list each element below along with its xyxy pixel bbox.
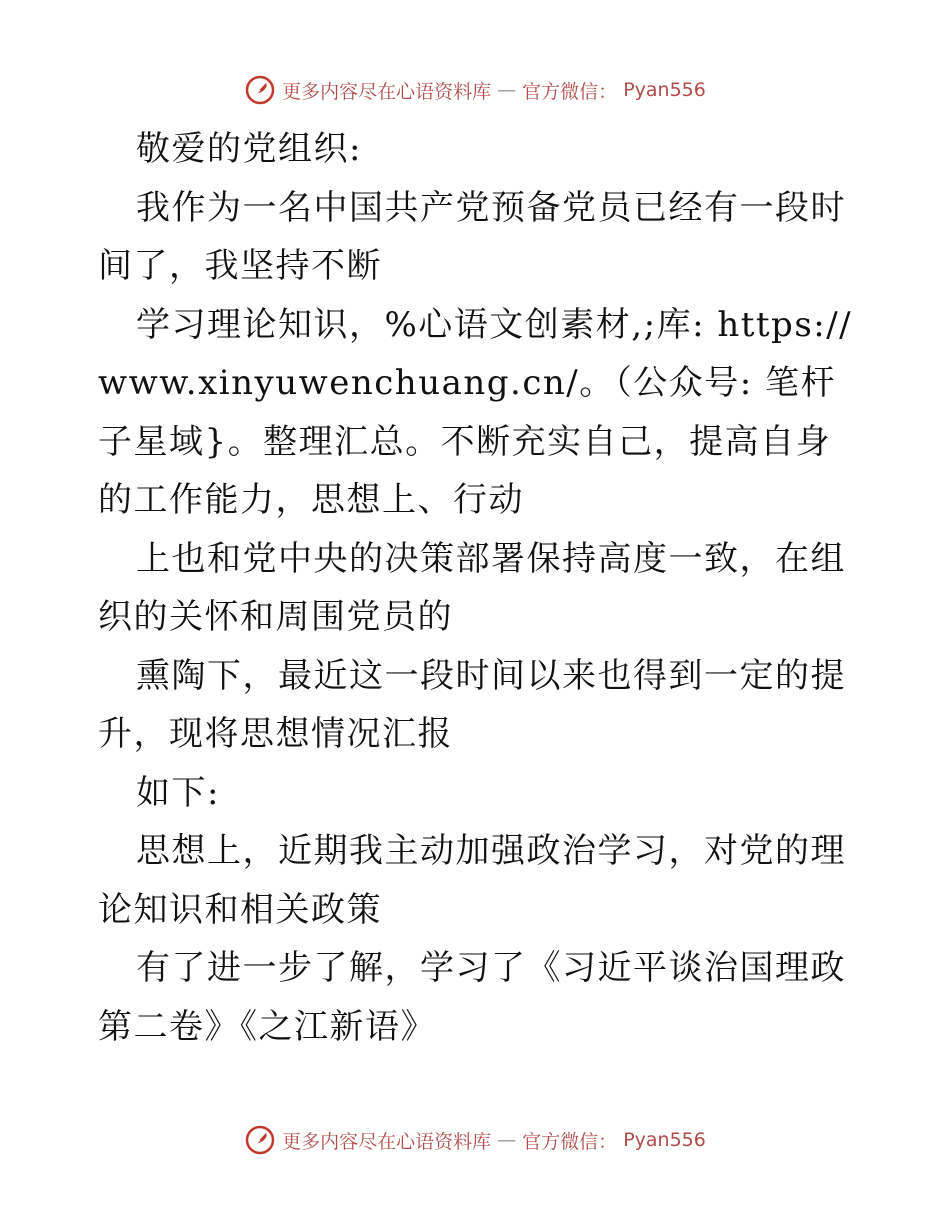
watermark-wechat-label: 官方微信： (522, 1130, 618, 1153)
watermark-separator: — (497, 79, 517, 101)
header-watermark (0, 70, 950, 110)
watermark-wechat-id: Pyan556 (623, 1129, 706, 1151)
salutation: 敬爱的党组织: (136, 129, 362, 169)
watermark-text: 更多内容尽在心语资料库 (282, 1130, 492, 1153)
paragraph-1: 我作为一名中国共产党预备党员已经有一段时间了，我坚持不断 (98, 187, 846, 286)
feather-circle-icon (244, 74, 276, 106)
watermark-wechat-label: 官方微信： (522, 80, 618, 103)
paragraph-6: 思想上，近期我主动加强政治学习，对党的理论知识和相关政策 (98, 831, 846, 930)
document-body (98, 120, 858, 1056)
watermark-separator: — (497, 1129, 517, 1151)
paragraph-5: 如下: (136, 772, 220, 813)
paragraph-3: 上也和党中央的决策部署保持高度一致，在组织的关怀和周围党员的 (98, 538, 846, 637)
watermark-text: 更多内容尽在心语资料库 (282, 80, 492, 103)
paragraph-2: 学习理论知识，%心语文创素材,;库: https://www.xinyuwenchuang.cn/。（公众号: 笔杆子星域}。整理汇总。不断充实自己，提高自身的工作能力，思想上、行动 (98, 304, 853, 520)
feather-circle-icon (244, 1124, 276, 1156)
paragraph-4: 熏陶下，最近这一段时间以来也得到一定的提升，现将思想情况汇报 (98, 655, 846, 754)
paragraph-7: 有了进一步了解，学习了《习近平谈治国理政第二卷》《之江新语》 (98, 948, 846, 1047)
watermark-wechat-id: Pyan556 (623, 79, 706, 101)
footer-watermark (0, 1120, 950, 1160)
